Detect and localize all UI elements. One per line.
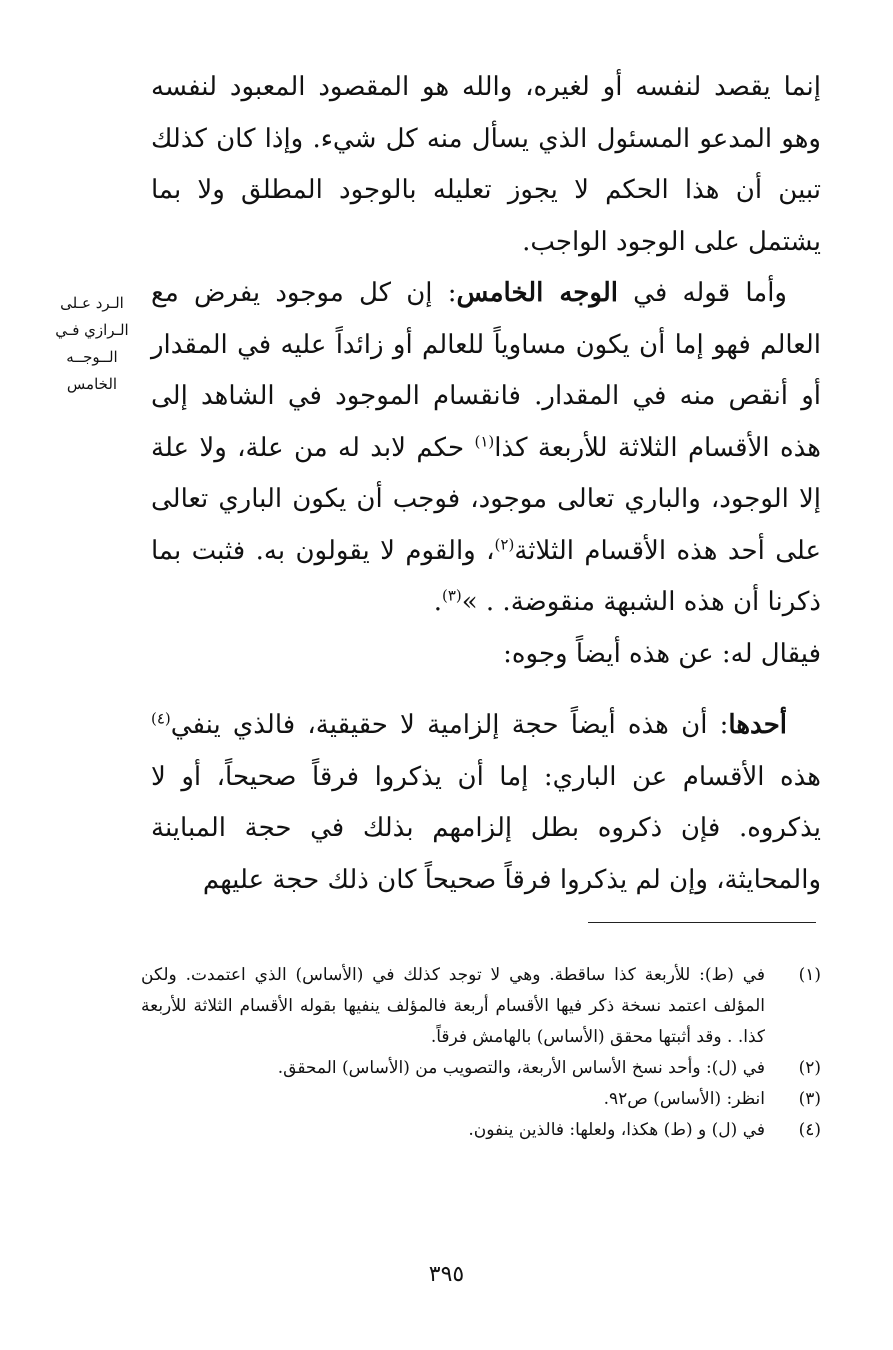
footnote-number: (٢) (798, 1058, 821, 1078)
footnote-ref-3[interactable]: (٣) (441, 586, 462, 605)
footnote-3 (141, 1084, 821, 1115)
footnotes (141, 960, 821, 1146)
footnote-4 (141, 1115, 821, 1146)
paragraph-2-part-c: ، والقوم لا يقولون به. فثبت بما ذكرنا أن هذه الشبهة منقوضة. . » (151, 535, 821, 617)
footnote-text: في (ل): وأحد نسخ الأساس الأربعة، والتصويب من (الأساس) المحقق. (277, 1058, 765, 1078)
margin-note-line: الـرد عـلى (60, 294, 124, 312)
margin-note-line: الخامس (66, 375, 118, 393)
paragraph-3: فيقال له: عن هذه أيضاً وجوه: (503, 638, 821, 669)
margin-note-line: الــوجــه (66, 348, 118, 366)
paragraph-4-part-a: : أن هذه أيضاً حجة إلزامية لا حقيقية، فالذي ينفي (170, 710, 729, 740)
footnote-separator (588, 922, 816, 923)
section-heading-fifth-aspect: الوجه الخامس (456, 278, 618, 308)
footnote-text: في (ل) و (ط) هكذا، ولعلها: فالذين ينفون. (468, 1120, 765, 1140)
main-text (151, 62, 821, 906)
paragraph-4 (151, 700, 821, 906)
footnote-1 (141, 960, 821, 1053)
paragraph-1: إنما يقصد لنفسه أو لغيره، والله هو المقصود المعبود لنفسه وهو المدعو المسئول الذي يسأل منه كل شيء. وإذا كان كذلك تبين أن هذا الحكم لا يجوز تعليله بالوجود المطلق ولا بما يشتمل على الوجود الواجب. (151, 72, 821, 257)
paragraph-2-part-b: حكم لابد له من علة، ولا علة إلا الوجود، والباري تعالى موجود، فوجب أن يكون الباري تعالى على أحد هذه الأقسام الثلاثة (151, 432, 821, 566)
footnote-text: في (ط): للأربعة كذا ساقطة. وهي لا توجد كذلك في (الأساس) الذي اعتمدت. ولكن المؤلف اعتمد نسخة ذكر فيها الأقسام أربعة فالمؤلف ينفيها بقوله الأقسام الثلاثة للأربعة كذا. . وقد أثبتها محقق (الأساس) بالهامش فرقاً. (141, 965, 765, 1047)
footnote-ref-2[interactable]: (٢) (494, 534, 515, 553)
first-point-heading: أحدها (728, 710, 787, 740)
footnote-text: انظر: (الأساس) ص٩٢. (603, 1089, 765, 1109)
footnote-number: (٤) (798, 1120, 821, 1140)
footnote-number: (١) (798, 965, 821, 985)
paragraph-2-part-a: : إن كل موجود يفرض مع العالم فهو إما أن يكون مساوياً للعالم أو زائداً عليه في المقدار أو أنقص منه في المقدار. فانقسام الموجود في الشاهد إلى هذه الأقسام الثلاثة للأربعة كذا (151, 278, 821, 463)
footnote-ref-4[interactable]: (٤) (151, 709, 171, 728)
margin-note-line: الـرازي فـي (55, 321, 129, 339)
footnote-number: (٣) (798, 1089, 821, 1109)
paragraph-4-part-b: هذه الأقسام عن الباري: إما أن يذكروا فرقاً صحيحاً، أو لا يذكروه. فإن ذكروه بطل إلزامهم بذلك في حجة المباينة والمحايثة، وإن لم يذكروا فرقاً صحيحاً كان ذلك حجة عليهم (151, 761, 821, 895)
paragraph-2-end: . (433, 587, 442, 617)
page-number: ٣٩٥ (428, 1262, 465, 1287)
footnote-2 (141, 1053, 821, 1084)
paragraph-2-lead: وأما قوله في (617, 278, 787, 308)
margin-note (44, 290, 140, 398)
paragraph-2 (151, 268, 821, 629)
footnote-ref-1[interactable]: (١) (474, 431, 495, 450)
